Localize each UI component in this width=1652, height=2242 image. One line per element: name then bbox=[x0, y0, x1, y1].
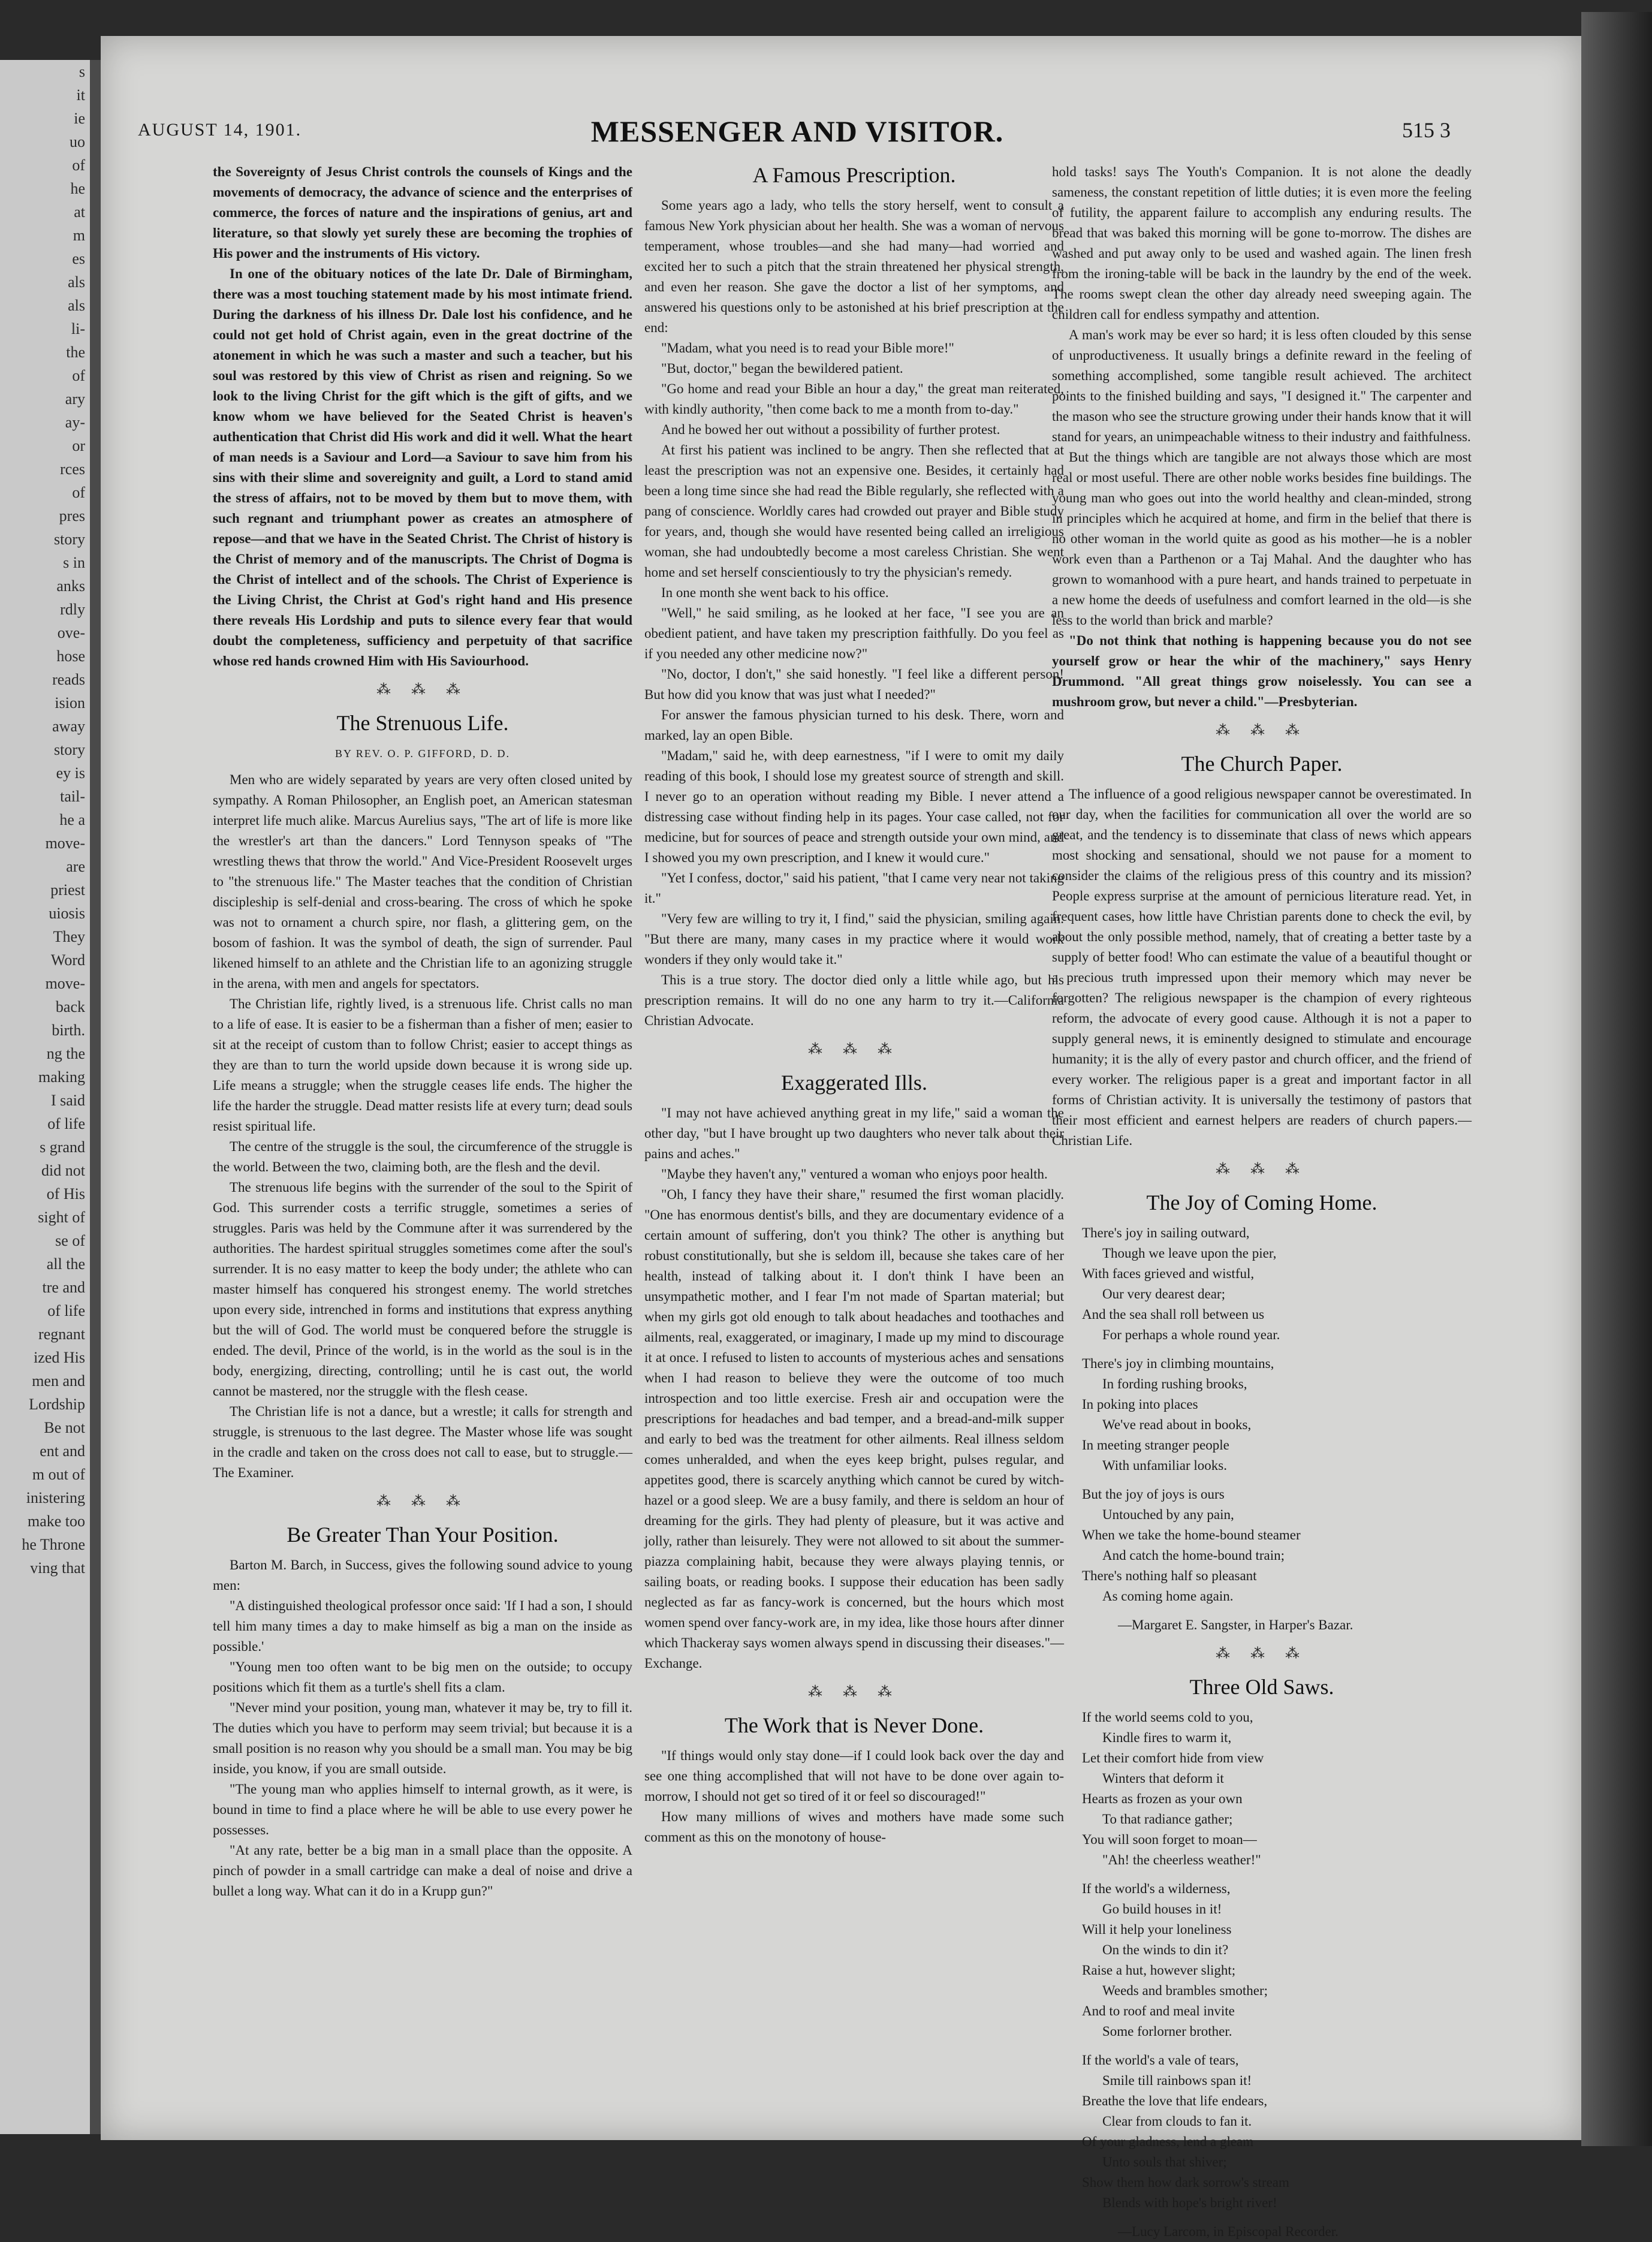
headline-greater-than-position: Be Greater Than Your Position. bbox=[287, 1523, 559, 1547]
poem-stanza bbox=[1082, 1354, 1472, 1476]
poem-line: Show them how dark sorrow's stream bbox=[1082, 2175, 1289, 2190]
facing-page-fragment: of life bbox=[47, 1115, 85, 1132]
facing-page-fragment: of bbox=[72, 367, 85, 384]
headline-famous-prescription: A Famous Prescription. bbox=[752, 163, 956, 187]
facing-page-fragment: regnant bbox=[38, 1325, 85, 1343]
article-paragraph: Men who are widely separated by years are very often closed united by sympathy. A Roman Philosopher, an English poet, an American statesman interpret life much alike. Marcus Aurelius says, "The art of life is more like the wrestler's art than the dancers." Lord Tennyson speaks of "The wrestling thews that throw the world." And Vice-President Roosevelt urges to "the strenuous life." The Master teaches that the condition of Christian discipleship is self-denial and cross-bearing. The cross of which he spoke was not to ornament a church spire, nor flash, a glittering gem, on the bosom of fashion. It was the symbol of death, the sign of surrender. Paul likened himself to an athlete and the Christian life to an agonizing struggle in the arena, with men and angels for spectators. bbox=[213, 772, 632, 991]
poem-line: In poking into places bbox=[1082, 1397, 1198, 1412]
byline: BY REV. O. P. GIFFORD, D. D. bbox=[334, 748, 511, 760]
headline-church-paper: The Church Paper. bbox=[1181, 752, 1343, 776]
column-1 bbox=[213, 162, 632, 2116]
facing-page-fragment: ent and bbox=[40, 1442, 85, 1460]
facing-page-fragment: ized His bbox=[34, 1349, 85, 1366]
poem-line: Winters that deform it bbox=[1102, 1771, 1224, 1786]
facing-page-fragment: are bbox=[66, 858, 85, 875]
article-paragraph: The influence of a good religious newspaper cannot be overestimated. In our day, when the facilities for communication all over the world are so great, and the tendency is to disseminate that class of news which appears most shocking and sensational, should we not pause for a moment to consider the claims of the religious press of this country and its mission? People express surprise at the amount of pernicious literature read. Yet, in frequent cases, how little have Christian parents done to check the evil, by about the only possible method, namely, that of creating a better taste by a supply of better food! Who can estimate the value of a beautiful thought or a precious truth impressed upon their memory which may never be forgotten? The religious newspaper is the champion of every righteous reform, the advocate of every good cause. Although it is not a paper to supply general news, it is eminently designed to stimulate and encourage humanity; it is the ally of every pastor and church officer, and the friend of every worker. The religious paper is a great and important factor in all forms of Christian activity. It is universally the testimony of pastors that their most efficient and earnest helpers are readers of church papers.—Christian Life. bbox=[1052, 786, 1472, 1148]
poem-line: If the world's a wilderness, bbox=[1082, 1881, 1231, 1896]
facing-page-fragment: ision bbox=[55, 694, 85, 712]
article-paragraph: Barton M. Barch, in Success, gives the following sound advice to young men: bbox=[213, 1557, 632, 1593]
poem-line: We've read about in books, bbox=[1102, 1417, 1252, 1432]
facing-page-fragment: s grand bbox=[40, 1138, 85, 1156]
facing-page-fragment: s bbox=[79, 63, 85, 80]
poem-line: Clear from clouds to fan it. bbox=[1102, 2114, 1252, 2129]
poem-stanza bbox=[1082, 1707, 1472, 1870]
facing-page-fragment: tail- bbox=[60, 788, 85, 805]
facing-page-fragment: Lordship bbox=[29, 1396, 85, 1413]
article-paragraph: "Well," he said smiling, as he looked at her face, "I see you are an obedient patient, and have taken my prescription faithfully. Do you feel as if you needed any other medicine now?" bbox=[644, 605, 1064, 661]
article-paragraph: In one month she went back to his office. bbox=[661, 585, 889, 600]
facing-page-fragment: of His bbox=[46, 1185, 85, 1203]
article-paragraph: "No, doctor, I don't," she said honestly. "I feel like a different person! But how did you know that was just what I needed?" bbox=[644, 667, 1064, 702]
column-2 bbox=[644, 162, 1064, 2116]
poem-line: In meeting stranger people bbox=[1082, 1438, 1229, 1453]
article-paragraph: Some years ago a lady, who tells the story herself, went to consult a famous New York physician about her health. She was a woman of nervous temperament, whose troubles—and she had many—had worried and excited her to such a pitch that the strain threatened her physical strength, and even her reason. She gave the doctor a list of her symptoms, and answered his questions only to be astonished at his brief prescription at the end: bbox=[644, 198, 1064, 335]
poem-line: Let their comfort hide from view bbox=[1082, 1750, 1264, 1765]
facing-page-fragment: back bbox=[55, 998, 85, 1015]
section-ornament: ⁂ ⁂ ⁂ bbox=[1216, 723, 1308, 739]
article-paragraph: But the things which are tangible are not always those which are most real or most useful. There are other noble works besides fine buildings. The young man who goes out into the world healthy and clean-minded, strong in principles which he acquired at home, and firm in the belief that there is no other woman in the world quite as good as his mother—he is a nobler work even than a Parthenon or a Taj Mahal. And the daughter who has grown to womanhood with a pure heart, and hands trained to perpetuate in a new home the deeds of usefulness and comfort learned in the old—is she less to the world than brick and marble? bbox=[1052, 450, 1472, 628]
headline-exaggerated-ills: Exaggerated Ills. bbox=[781, 1071, 927, 1095]
headline-work-never-done: The Work that is Never Done. bbox=[724, 1713, 984, 1737]
poem-line: In fording rushing brooks, bbox=[1102, 1376, 1247, 1391]
poem-line: Of your gladness, lend a gleam bbox=[1082, 2134, 1254, 2149]
article-paragraph: "Madam, what you need is to read your Bible more!" bbox=[661, 340, 954, 355]
facing-page-fragment: it bbox=[76, 86, 85, 104]
poem-line: There's joy in climbing mountains, bbox=[1082, 1356, 1274, 1371]
masthead bbox=[138, 114, 1457, 156]
facing-page-fragment: ove- bbox=[57, 624, 85, 641]
facing-page-fragment: uiosis bbox=[49, 905, 85, 922]
poem-line: You will soon forget to moan— bbox=[1082, 1832, 1257, 1847]
article-paragraph: "Young men too often want to be big men on the outside; to occupy positions which fit them as a turtle's shell fits a clam. bbox=[213, 1659, 632, 1695]
facing-page-fragment: reads bbox=[52, 671, 85, 688]
facing-page-fragment: birth. bbox=[52, 1021, 85, 1039]
article-paragraph: For answer the famous physician turned to his desk. There, worn and marked, lay an open Bible. bbox=[644, 707, 1064, 743]
article-paragraph: At first his patient was inclined to be angry. Then she reflected that at least the prescription was not an expensive one. Besides, it certainly had been a long time since she had read the Bible regularly, she reflected with a pang of conscience. Worldly cares had crowded out prayer and Bible study for years, and, though she would have resented being called an irreligious woman, she had undoubtedly become a most careless Christian. She went home and set herself conscientiously to try the physician's remedy. bbox=[644, 442, 1064, 580]
article-paragraph: the Sovereignty of Jesus Christ controls the counsels of Kings and the movements of democracy, the advance of science and the enterprises of commerce, the forces of nature and the inspirations of genius, art and literature, so that slowly yet surely these are becoming the trophies of His power and the instruments of His victory. bbox=[213, 164, 632, 261]
article-paragraph: The Christian life, rightly lived, is a strenuous life. Christ calls no man to a life of ease. It is easier to be a fisherman than a fisher of men; easier to sit at the receipt of custom than to follow Christ; easier to accept things as they are than to turn the world upside down because it is wrong side up. Life means a struggle; when the struggle ceases life ends. The higher the life the harder the struggle. Dead matter resists life at every turn; dead souls resist spiritual life. bbox=[213, 996, 632, 1134]
facing-page-fragment: m bbox=[73, 227, 85, 244]
poem-line: Though we leave upon the pier, bbox=[1102, 1246, 1277, 1261]
article-paragraph: A man's work may be ever so hard; it is less often clouded by this sense of unproductiveness. It usually brings a definite reward in the feeling of something accomplished, some tangible result achieved. The architect points to the finished building and says, "I designed it." The carpenter and the mason who see the structure growing under their hands know that it will stand for years, an unimpeachable witness to their industry and faithfulness. bbox=[1052, 327, 1472, 444]
article-paragraph: How many millions of wives and mothers have made some such comment as this on the monotony of house- bbox=[644, 1809, 1064, 1845]
article-paragraph: "Do not think that nothing is happening because you do not see yourself grow or hear the whir of the machinery," says Henry Drummond. "All great things grow noiselessly. You can see a mushroom grow, but never a child."—Presbyterian. bbox=[1052, 633, 1472, 709]
article-paragraph: This is a true story. The doctor died only a little while ago, but his prescription remains. It will do no one any harm to try it.—California Christian Advocate. bbox=[644, 972, 1064, 1028]
facing-page-fragment: uo bbox=[70, 133, 85, 150]
article-paragraph: "Never mind your position, young man, whatever it may be, try to fill it. The duties which you have to perform may seem trivial; but because it is a small position is no reason why you should be a small man. You may be big inside, you know, if you are small outside. bbox=[213, 1700, 632, 1776]
article-paragraph: "Go home and read your Bible an hour a day," the great man reiterated, with kindly authority, "then come back to me a month from to-day." bbox=[644, 381, 1064, 417]
article-paragraph: "Very few are willing to try it, I find," said the physician, smiling again. "But there are many, many cases in my practice where it would work wonders if they only would take it." bbox=[644, 911, 1064, 967]
article-paragraph: "The young man who applies himself to internal growth, as it were, is bound in time to find a place where he will be able to use every power he possesses. bbox=[213, 1782, 632, 1837]
column-3 bbox=[1052, 162, 1472, 2239]
poem-line: Untouched by any pain, bbox=[1102, 1507, 1234, 1522]
poem-line: Weeds and brambles smother; bbox=[1102, 1983, 1268, 1998]
section-ornament: ⁂ ⁂ ⁂ bbox=[808, 1684, 900, 1700]
facing-page-fragment: ng the bbox=[46, 1045, 85, 1062]
article-paragraph: "At any rate, better be a big man in a small place than the opposite. A pinch of powder in a small cartridge can make a deal of noise and drive a bullet a long way. What can it do in a Krupp gun?" bbox=[213, 1843, 632, 1899]
poem-line: "Ah! the cheerless weather!" bbox=[1102, 1852, 1261, 1867]
article-paragraph: "Maybe they haven't any," ventured a woman who enjoys poor health. bbox=[661, 1167, 1048, 1182]
poem-line: There's joy in sailing outward, bbox=[1082, 1225, 1250, 1240]
facing-page-fragment: make too bbox=[27, 1512, 85, 1530]
poem-stanza bbox=[1082, 2050, 1472, 2213]
article-paragraph: "Madam," said he, with deep earnestness, "if I were to omit my daily reading of this book, I should lose my greatest source of strength and skill. I never go to an operation without reading my Bible. I never attend a distressing case without finding help in its pages. Your case called, not for medicine, but for sources of peace and strength outside your own mind, and I showed you my own prescription, and I knew it would cure." bbox=[644, 748, 1064, 865]
section-ornament: ⁂ ⁂ ⁂ bbox=[1216, 1162, 1308, 1177]
facing-page-fragment: ving that bbox=[30, 1559, 85, 1577]
poem-line: Raise a hut, however slight; bbox=[1082, 1963, 1236, 1978]
facing-page-fragment: They bbox=[53, 928, 85, 945]
facing-page-fragment: or bbox=[72, 437, 85, 454]
poem-line: But the joy of joys is ours bbox=[1082, 1487, 1225, 1502]
poem-line: Our very dearest dear; bbox=[1102, 1286, 1225, 1301]
section-ornament: ⁂ ⁂ ⁂ bbox=[376, 1494, 469, 1509]
poem-line: Hearts as frozen as your own bbox=[1082, 1791, 1243, 1806]
facing-page-fragment: men and bbox=[32, 1372, 85, 1390]
facing-page-fragment: all the bbox=[46, 1255, 85, 1273]
poem-line: On the winds to din it? bbox=[1102, 1942, 1229, 1957]
facing-page-fragment: inistering bbox=[26, 1489, 85, 1506]
facing-page-fragment: story bbox=[54, 531, 85, 548]
poem-line: Breathe the love that life endears, bbox=[1082, 2093, 1268, 2108]
article-paragraph: "Yet I confess, doctor," said his patient, "that I came very near not taking it." bbox=[644, 870, 1064, 906]
headline-joy-coming-home: The Joy of Coming Home. bbox=[1146, 1191, 1377, 1215]
article-paragraph: The Christian life is not a dance, but a wrestle; it calls for strength and struggle, is strenuous to the last degree. The Master whose life was sought in the cradle and taken on the cross does not call to ease, but to struggle.—The Examiner. bbox=[213, 1404, 632, 1480]
facing-page-fragment: priest bbox=[50, 881, 85, 899]
facing-page-fragment: se of bbox=[55, 1232, 85, 1249]
issue-date: AUGUST 14, 1901. bbox=[138, 120, 302, 140]
poem-attribution-text: —Margaret E. Sangster, in Harper's Bazar. bbox=[1118, 1617, 1353, 1632]
article-paragraph: "Oh, I fancy they have their share," resumed the first woman placidly. "One has enormous dentist's bills, and they are documentary evidence of a certain amount of suffering, don't you think? The other is anything but robust constitutionally, but she is seldom ill, because she takes care of her health, instead of talking about it. I don't think I have been an unsympathetic mother, and I fear I'm not made of Spartan material; but when my girls got old enough to talk about headaches and toothaches and ailments, real, exaggerated, or imaginary, I made up my mind to discourage it at once. I refused to listen to accounts of mysterious aches and sensations when I had reason to believe they were the outcome of too much introspection and too little exercise. Fresh air and occupation were the prescriptions for headaches and bad temper, and a bread-and-milk supper and early to bed was the treatment for other ailments. Real illness seldom comes unheralded, and when the eyes keep bright, pulses regular, and appetites good, there is scarcely anything which cannot be cured by witch-hazel or a good sleep. We are a busy family, and there is seldom an hour of dreaming for the girls. They had plenty of pleasure, but it was active and jolly, rather than leisurely. They were not allowed to sit about the summer-piazza complaining habit, because they were always playing tennis, or sailing boats, or reading books. I suppose their education has been sadly neglected as far as fancy-work is concerned, but the hours which most women spend over fancy-work are, in my idea, like those hours after dinner which Thackeray says women always spend in discussing their diseases."—Exchange. bbox=[644, 1187, 1064, 1671]
poem-line: Go build houses in it! bbox=[1102, 1902, 1222, 1916]
facing-page-fragment: s in bbox=[63, 554, 85, 571]
poem-line: And the sea shall roll between us bbox=[1082, 1307, 1265, 1322]
article-paragraph: The strenuous life begins with the surrender of the soul to the Spirit of God. This surrender costs a terrific struggle, sometimes a series of struggles. Paris was held by the Commune after it was surrendered by the authorities. The hardest spiritual struggles sometimes come after the soul's surrender. It is no easy matter to keep the body under; the athlete who can master himself has conquered his strongest enemy. The world stretches upon every side, intrenched in forms and institutions that express anything but the will of God. The world must be conquered before the struggle is ended. The devil, Prince of the world, is in the world as the soul is in the body, energizing, directing, controlling; until he is cast out, the world cannot be mastered, nor the struggle with the flesh cease. bbox=[213, 1180, 632, 1399]
section-ornament: ⁂ ⁂ ⁂ bbox=[376, 682, 469, 698]
facing-page-fragment: making bbox=[38, 1068, 85, 1086]
poem-line: Blends with hope's bright river! bbox=[1102, 2195, 1277, 2210]
facing-page-fragment: the bbox=[66, 343, 85, 361]
facing-page-fragment: m out of bbox=[32, 1466, 85, 1483]
facing-page-fragment: es bbox=[72, 250, 85, 267]
poem-line: And catch the home-bound train; bbox=[1102, 1548, 1285, 1563]
facing-page-fragment: ey is bbox=[56, 764, 85, 782]
facing-page-fragment: als bbox=[68, 297, 85, 314]
binding-edge bbox=[1581, 12, 1652, 2146]
poem-line: When we take the home-bound steamer bbox=[1082, 1527, 1301, 1542]
facing-page-fragment: rdly bbox=[60, 601, 85, 618]
section-ornament: ⁂ ⁂ ⁂ bbox=[808, 1042, 900, 1057]
facing-page-fragment: he Throne bbox=[22, 1536, 85, 1553]
facing-page-fragment: ary bbox=[65, 390, 85, 408]
facing-page-fragment: anks bbox=[56, 577, 85, 595]
facing-page-fragment: li- bbox=[71, 320, 85, 337]
poem-line: As coming home again. bbox=[1102, 1589, 1234, 1604]
poem-three-old-saws bbox=[1052, 1707, 1472, 2213]
facing-page-fragment: he a bbox=[59, 811, 85, 828]
poem-line: Some forlorner brother. bbox=[1102, 2024, 1232, 2039]
article-paragraph: "If things would only stay done—if I could look back over the day and see one thing accomplished that will not have to be done over again to-morrow, I should not get so tired of it or feel so discouraged!" bbox=[644, 1748, 1064, 1804]
article-paragraph: The centre of the struggle is the soul, the circumference of the struggle is the world. Between the two, claiming both, are the flesh and the devil. bbox=[213, 1139, 632, 1174]
facing-page-fragment: did not bbox=[41, 1162, 85, 1179]
poem-stanza bbox=[1082, 1223, 1472, 1345]
facing-page-fragment: ie bbox=[74, 110, 85, 127]
poem-line: Unto souls that shiver; bbox=[1102, 2154, 1227, 2169]
facing-page-fragment: move- bbox=[45, 834, 85, 852]
facing-page-fragment: move- bbox=[45, 975, 85, 992]
poem-joy-coming-home bbox=[1052, 1223, 1472, 1607]
poem-attribution bbox=[1052, 1615, 1472, 1635]
facing-page-fragment: rces bbox=[60, 460, 85, 478]
facing-page-fragment: at bbox=[74, 203, 85, 221]
facing-page-fragment: of life bbox=[47, 1302, 85, 1319]
facing-page-fragment: sight of bbox=[38, 1209, 85, 1226]
poem-line: If the world's a vale of tears, bbox=[1082, 2053, 1239, 2068]
facing-page-fragment: pres bbox=[59, 507, 85, 525]
article-paragraph: "A distinguished theological professor once said: 'If I had a son, I should tell him many times a day to make himself as big a man on the inside as possible.' bbox=[213, 1598, 632, 1654]
facing-page-fragment: ay- bbox=[65, 414, 85, 431]
facing-page-strip bbox=[0, 60, 101, 2134]
facing-page-fragment: als bbox=[68, 273, 85, 291]
poem-line: Will it help your loneliness bbox=[1082, 1922, 1232, 1937]
facing-page-fragment: Word bbox=[50, 951, 85, 969]
newspaper-title: MESSENGER AND VISITOR. bbox=[590, 114, 1004, 148]
facing-page-fragment: I said bbox=[50, 1092, 85, 1109]
poem-line: Kindle fires to warm it, bbox=[1102, 1730, 1232, 1745]
poem-attribution-text: —Lucy Larcom, in Episcopal Recorder. bbox=[1118, 2224, 1339, 2239]
facing-page-fragment: hose bbox=[56, 647, 85, 665]
facing-page-fragment: tre and bbox=[42, 1279, 85, 1296]
facing-page-fragment: of bbox=[72, 156, 85, 174]
facing-page-fragment: away bbox=[52, 718, 85, 735]
article-paragraph: "I may not have achieved anything great in my life," said a woman the other day, "but I have brought up two daughters who never talk about their pains and aches." bbox=[644, 1105, 1064, 1161]
page-number: 515 3 bbox=[1402, 118, 1451, 142]
article-paragraph: "But, doctor," began the bewildered patient. bbox=[661, 361, 903, 376]
article-paragraph: In one of the obituary notices of the late Dr. Dale of Birmingham, there was a most touching statement made by his most intimate friend. During the darkness of his illness Dr. Dale lost his confidence, and he could not get hold of Christ again, even in the great doctrine of the atonement in which he was such a master and such a teacher, but his soul was restored by this view of Christ as risen and reigning. So we look to the living Christ for the gift which is the gift of gifts, and we know whom we have believed for the Seated Christ is heaven's authentication that Christ did His work and did it well. What the heart of man needs is a Saviour and Lord—a Saviour to save him from his sins with their slime and sovereignity and guilt, a Lord to stand amid the stress of affairs, not to be moved by them but to move them, with such regnant and triumphant power as creates an atmosphere of repose—and that we have in the Seated Christ. The Christ of history is the Christ of memory and of the manuscripts. The Christ of Dogma is the Christ of intellect and of the schools. The Christ of Experience is the Living Christ, the Christ at God's right hand and His presence there reveals His Lordship and puts to silence every fear that would doubt the completeness, sufficiency and perpetuity of that sacrifice whose red hands crowned Him with His Saviourhood. bbox=[213, 266, 632, 668]
poem-line: With unfamiliar looks. bbox=[1102, 1458, 1227, 1473]
poem-attribution bbox=[1052, 2222, 1472, 2242]
facing-page-fragment: of bbox=[72, 484, 85, 501]
headline-three-old-saws: Three Old Saws. bbox=[1189, 1675, 1334, 1699]
poem-stanza bbox=[1082, 1879, 1472, 2042]
article-paragraph: And he bowed her out without a possibility of further protest. bbox=[661, 422, 1000, 437]
poem-line: There's nothing half so pleasant bbox=[1082, 1568, 1257, 1583]
poem-stanza bbox=[1082, 1484, 1472, 1607]
poem-line: Smile till rainbows span it! bbox=[1102, 2073, 1252, 2088]
facing-page-fragment: story bbox=[54, 741, 85, 758]
poem-line: If the world seems cold to you, bbox=[1082, 1710, 1253, 1725]
headline-strenuous-life: The Strenuous Life. bbox=[336, 711, 509, 735]
poem-line: And to roof and meal invite bbox=[1082, 2003, 1235, 2018]
section-ornament: ⁂ ⁂ ⁂ bbox=[1216, 1646, 1308, 1662]
facing-page-fragment: he bbox=[70, 180, 85, 197]
poem-line: To that radiance gather; bbox=[1102, 1812, 1233, 1827]
poem-line: For perhaps a whole round year. bbox=[1102, 1327, 1280, 1342]
facing-page-fragment: Be not bbox=[44, 1419, 85, 1436]
poem-line: With faces grieved and wistful, bbox=[1082, 1266, 1255, 1281]
article-paragraph: hold tasks! says The Youth's Companion. It is not alone the deadly sameness, the constant repetition of little duties; it is even more the feeling of futility, the apparent failure to accomplish any enduring results. The bread that was baked this morning will be gone to-morrow. The dishes are washed and put away only to be used and washed again. The linen fresh from the ironing-table will be back in the laundry by the end of the week. The rooms swept clean the other day already need sweeping again. The children call for endless sympathy and attention. bbox=[1052, 164, 1472, 322]
